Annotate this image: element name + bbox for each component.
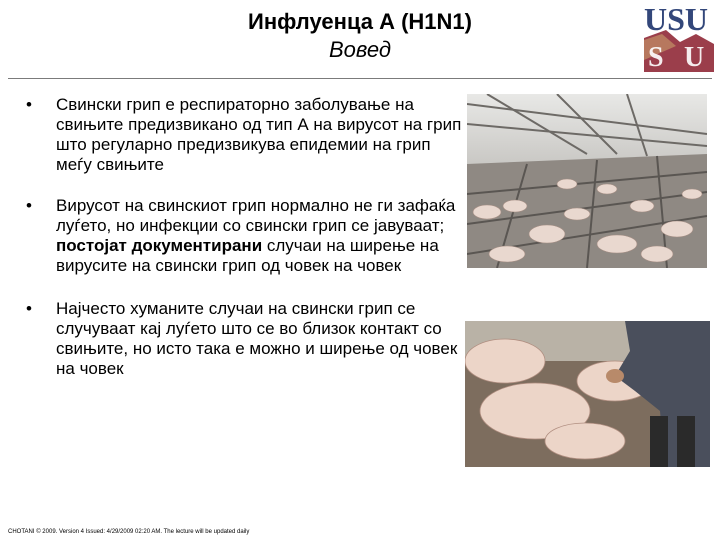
bullet-text: Свински грип е респираторно заболување на свињите предизвикано од тип А на вирусот на грип што регуларно предизвикува епидемии на грип меѓу свињите: [56, 95, 462, 174]
slide-title-block: [150, 8, 570, 64]
svg-text:S: S: [648, 42, 664, 73]
slide-title: Инфлуенца А (H1N1): [248, 9, 472, 34]
pig-barn-photo: [467, 94, 707, 268]
title-divider: [8, 78, 712, 79]
bullet-marker: •: [26, 196, 32, 215]
bullet-item: [26, 299, 466, 379]
slide-subtitle: Вовед: [328, 37, 392, 62]
bullet-text: Најчесто хуманите случаи на свински грип се случуваат кај луѓето што се во близок контакт со свињите, но исто така е можно и ширење од човек на човек: [56, 299, 458, 378]
bullet-marker: •: [26, 95, 32, 114]
logo-letters: USU: [644, 1, 709, 37]
bullet-item: [26, 196, 466, 276]
university-logo: [636, 0, 720, 76]
pig-handler-photo: [465, 321, 710, 467]
bullet-text-emphasis: постојат документирани: [56, 236, 263, 255]
bullet-text: Вирусот на свинскиот грип нормално не ги зафаќа луѓето, но инфекции со свински грип се јавуваат;: [56, 196, 456, 235]
bullet-item: [26, 95, 466, 175]
footer-copyright: CHOTANI © 2009. Version 4 Issued: 4/29/2009 02:20 AM. The lecture will be updated daily: [8, 529, 250, 535]
bullet-marker: •: [26, 299, 32, 318]
bullet-text: случаи на ширење на вирусите на свински грип од човек на човек: [56, 236, 439, 275]
svg-text:U: U: [684, 42, 705, 73]
bullet-list: [26, 95, 466, 379]
